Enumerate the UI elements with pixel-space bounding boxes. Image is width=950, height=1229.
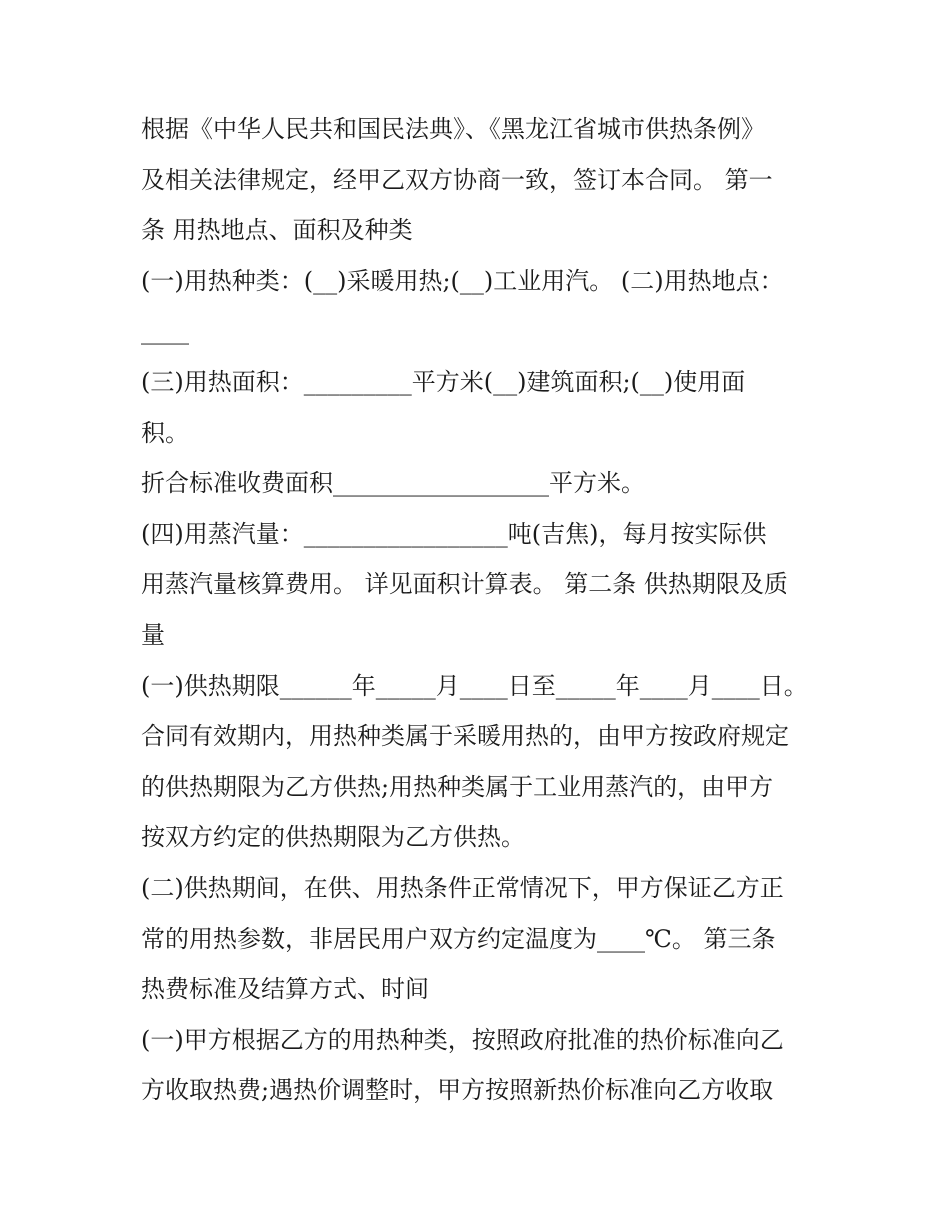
text-line: 根据《中华人民共和国民法典》、《黑龙江省城市供热条例》 (141, 115, 765, 143)
text-line: 按双方约定的供热期限为乙方供热。 (141, 823, 525, 852)
text-line: 量 (141, 620, 165, 649)
text-line: 常的用热参数，非居民用户双方约定温度为____℃。 第三条 (141, 924, 776, 953)
text-line: 条 用热地点、面积及种类 (141, 216, 413, 245)
text-line: 方收取热费;遇热价调整时，甲方按照新热价标准向乙方收取 (141, 1076, 774, 1105)
text-line: (一)用热种类：(__)采暖用热;(__)工业用汽。 (二)用热地点： (141, 266, 784, 295)
text-line: (一)甲方根据乙方的用热种类，按照政府批准的热价标准向乙 (141, 1025, 784, 1054)
contract-body (141, 104, 831, 1116)
text-line: 及相关法律规定，经甲乙双方协商一致，签订本合同。 第一 (141, 165, 773, 194)
text-line: (三)用热面积：_________平方米(__)建筑面积;(__)使用面 (141, 367, 746, 396)
text-line: 合同有效期内，用热种类属于采暖用热的，由甲方按政府规定 (141, 722, 789, 751)
text-line: (二)供热期间，在供、用热条件正常情况下，甲方保证乙方正 (141, 873, 784, 902)
text-line: 用蒸汽量核算费用。 详见面积计算表。 第二条 供热期限及质 (141, 570, 788, 599)
text-line: ____ (141, 317, 189, 346)
text-line: 的供热期限为乙方供热;用热种类属于工业用蒸汽的，由甲方 (141, 772, 774, 801)
text-line: 热费标准及结算方式、时间 (141, 975, 429, 1004)
text-line: (一)供热期限______年_____月____日至_____年____月____日。 (141, 671, 808, 700)
text-line: (四)用蒸汽量：_________________吨(吉焦)，每月按实际供 (141, 519, 767, 548)
text-line: 折合标准收费面积__________________平方米。 (141, 469, 645, 498)
text-line: 积。 (141, 418, 189, 447)
